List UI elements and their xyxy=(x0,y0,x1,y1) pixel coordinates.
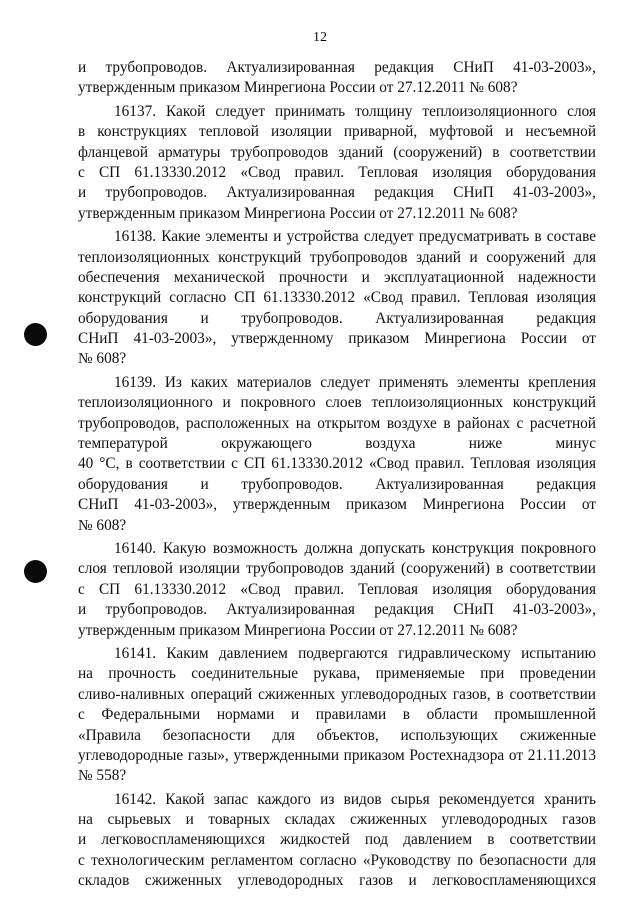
text-line: и трубопроводов. Актуализированная редакция СНиП 41-03-2003», xyxy=(78,59,596,76)
question-16137 xyxy=(78,102,596,224)
text-line: складов сжиженных углеводородных газов и легковоспламеняющихся xyxy=(78,872,596,890)
text-line: с Федеральными нормами и правилами в области промышленной xyxy=(78,706,596,724)
binder-hole-mark xyxy=(24,560,47,583)
page-number: 12 xyxy=(313,30,327,45)
text-line: «Правила безопасности для объектов, использующих сжиженные xyxy=(78,726,596,744)
text-line: оборудования и трубопроводов. Актуализированная редакция xyxy=(78,309,596,327)
binder-hole-mark xyxy=(24,323,47,346)
text-line: 16140. Какую возможность должна допускать конструкция покровного xyxy=(114,539,596,557)
text-line: на сырьевых и товарных складах сжиженных углеводородных газов xyxy=(78,811,596,829)
text-line: теплоизоляционного и покровного слоев теплоизоляционных конструкций xyxy=(78,394,596,412)
text-line: 16141. Каким давлением подвергаются гидравлическому испытанию xyxy=(114,644,596,662)
text-line: и трубопроводов. Актуализированная редакция СНиП 41-03-2003», xyxy=(78,601,596,619)
text-line: в конструкциях тепловой изоляции приварной, муфтовой и несъемной xyxy=(78,123,596,141)
text-line: 16142. Какой запас каждого из видов сырья рекомендуется хранить xyxy=(114,790,596,808)
text-line: на прочность соединительные рукава, применяемые при проведении xyxy=(78,665,596,683)
text-line: фланцевой арматуры трубопроводов зданий (сооружений) в соответствии xyxy=(78,143,596,161)
text-line: утвержденным приказом Минрегиона России от 27.12.2011 № 608? xyxy=(78,204,518,222)
text-line: утвержденным приказом Минрегиона России от 27.12.2011 № 608? xyxy=(78,621,518,639)
question-16139 xyxy=(78,373,596,536)
question-16138 xyxy=(78,227,596,370)
text-line: и трубопроводов. Актуализированная редакция СНиП 41-03-2003», xyxy=(78,184,596,202)
text-line: углеводородные газы», утвержденными приказом Ростехнадзора от 21.11.2013 xyxy=(78,746,596,764)
text-line: с СП 61.13330.2012 «Свод правил. Тепловая изоляция оборудования xyxy=(78,580,596,598)
text-line: утвержденным приказом Минрегиона России от 27.12.2011 № 608? xyxy=(78,79,518,97)
document-body xyxy=(78,58,596,895)
question-16142 xyxy=(78,790,596,892)
text-line: 40 °С, в соответствии с СП 61.13330.2012 «Свод правил. Тепловая изоляция xyxy=(78,455,596,473)
text-line: оборудования и трубопроводов. Актуализированная редакция xyxy=(78,475,596,493)
text-line: слоя тепловой изоляции трубопроводов зданий (сооружений) в соответствии xyxy=(78,560,596,578)
text-line: № 608? xyxy=(78,350,127,368)
text-line: с СП 61.13330.2012 «Свод правил. Тепловая изоляция оборудования xyxy=(78,163,596,181)
question-16140 xyxy=(78,539,596,641)
text-line: СНиП 41-03-2003», утвержденному приказом Минрегиона России от xyxy=(78,330,596,348)
text-line: теплоизоляционных конструкций трубопроводов зданий и сооружений для xyxy=(78,248,596,266)
text-line: конструкций согласно СП 61.13330.2012 «Свод правил. Тепловая изоляция xyxy=(78,289,596,307)
text-line: № 558? xyxy=(78,767,127,785)
text-line: № 608? xyxy=(78,516,127,534)
text-line: обеспечения механической прочности и эксплуатационной надежности xyxy=(78,268,596,286)
text-line: 16139. Из каких материалов следует применять элементы крепления xyxy=(114,373,596,391)
text-line: сливо-наливных операций сжиженных углеводородных газов, в соответствии xyxy=(78,685,596,703)
text-line: 16137. Какой следует принимать толщину теплоизоляционного слоя xyxy=(114,102,596,120)
text-line: 16138. Какие элементы и устройства следует предусматривать в составе xyxy=(114,228,596,246)
text-line: СНиП 41-03-2003», утвержденным приказом Минрегиона России от xyxy=(78,496,596,514)
paragraph-continuation xyxy=(78,58,596,99)
text-line: с технологическим регламентом согласно «Руководству по безопасности для xyxy=(78,851,596,869)
text-line: температурой окружающего воздуха ниже минус xyxy=(78,435,596,453)
text-line: трубопроводов, расположенных на открытом воздухе в районах с расчетной xyxy=(78,414,596,432)
question-16141 xyxy=(78,644,596,787)
text-line: и легковоспламеняющихся жидкостей под давлением в соответствии xyxy=(78,831,596,849)
